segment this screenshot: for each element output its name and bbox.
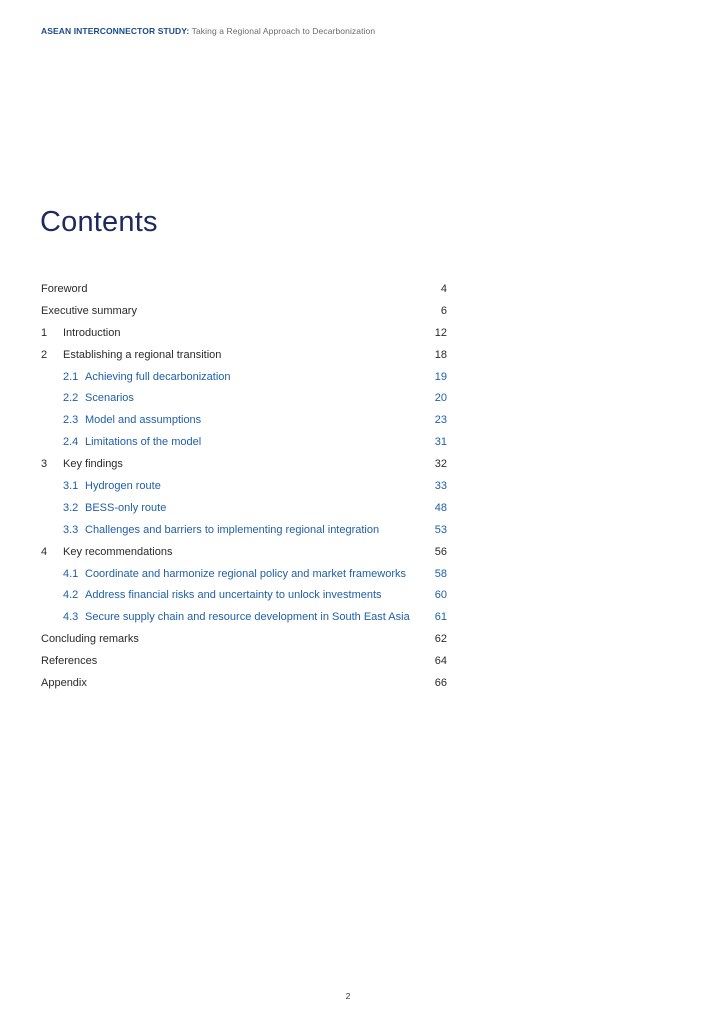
toc-entry-label: Coordinate and harmonize regional policy and market frameworks [85, 567, 406, 580]
toc-entry[interactable] [41, 543, 451, 565]
report-subtitle: Taking a Regional Approach to Decarbonization [189, 26, 376, 36]
toc-entry-label: Achieving full decarbonization [85, 370, 231, 383]
toc-entry-number: 2 [41, 348, 48, 361]
toc-entry[interactable] [41, 586, 451, 608]
toc-entry-number: 4.1 [63, 567, 79, 580]
running-header [41, 26, 375, 36]
toc-entry-page: 4 [440, 283, 447, 295]
toc-entry[interactable] [41, 389, 451, 411]
toc-entry[interactable] [41, 630, 451, 652]
toc-entry-page: 23 [434, 414, 447, 427]
toc-entry-label: Executive summary [41, 304, 137, 317]
toc-entry-label: Hydrogen route [85, 480, 161, 493]
toc-entry-number: 2.4 [63, 436, 79, 449]
toc-entry-page: 6 [440, 304, 447, 317]
toc-entry-number: 2.2 [63, 392, 79, 405]
toc-entry-page: 19 [434, 370, 447, 383]
toc-entry-label: Challenges and barriers to implementing regional integration [85, 523, 380, 536]
toc-entry-label: BESS-only route [85, 501, 167, 514]
page-number: 2 [345, 991, 351, 1001]
toc-entry[interactable] [41, 565, 451, 587]
toc-entry[interactable] [41, 455, 451, 477]
toc-entry[interactable] [41, 411, 451, 433]
table-of-contents [41, 280, 451, 696]
toc-entry-number: 2.1 [63, 370, 79, 383]
toc-entry-number: 1 [41, 326, 48, 339]
toc-entry-page: 18 [434, 348, 447, 361]
toc-entry-page: 20 [434, 392, 447, 405]
toc-entry[interactable] [41, 368, 451, 390]
toc-entry-label: Concluding remarks [41, 633, 139, 646]
toc-entry[interactable] [41, 302, 451, 324]
toc-entry[interactable] [41, 433, 451, 455]
toc-entry-label: Scenarios [85, 392, 134, 405]
toc-entry-page: 31 [434, 436, 447, 449]
toc-entry[interactable] [41, 346, 451, 368]
toc-entry-page: 53 [434, 523, 447, 536]
toc-entry-label: Foreword [41, 283, 88, 295]
toc-entry-number: 3.1 [63, 480, 79, 493]
toc-entry-label: Model and assumptions [85, 414, 202, 427]
toc-entry[interactable] [41, 674, 451, 696]
toc-entry-number: 4 [41, 545, 48, 558]
toc-entry-page: 32 [434, 458, 447, 471]
toc-entry-page: 33 [434, 480, 447, 493]
toc-entry[interactable] [41, 608, 451, 630]
toc-entry[interactable] [41, 477, 451, 499]
toc-entry-page: 64 [434, 655, 447, 668]
toc-entry-number: 3.2 [63, 501, 79, 514]
toc-entry[interactable] [41, 280, 451, 302]
toc-entry-page: 48 [434, 501, 447, 514]
toc-entry-page: 12 [434, 326, 447, 339]
toc-entry-number: 4.3 [63, 611, 79, 624]
toc-entry-label: References [41, 655, 98, 668]
toc-entry-page: 61 [434, 611, 447, 624]
toc-entry-label: Secure supply chain and resource development in South East Asia [85, 611, 410, 624]
toc-entry-number: 3 [41, 458, 48, 471]
toc-entry-page: 66 [434, 677, 447, 690]
toc-entry-label: Key recommendations [63, 545, 173, 558]
toc-entry-label: Introduction [63, 326, 121, 339]
toc-entry-label: Appendix [41, 677, 87, 690]
toc-entry-label: Establishing a regional transition [63, 348, 222, 361]
toc-entry-label: Address financial risks and uncertainty to unlock investments [85, 589, 382, 602]
page-title: Contents [40, 206, 158, 238]
toc-entry[interactable] [41, 652, 451, 674]
report-series-title: ASEAN INTERCONNECTOR STUDY: [41, 26, 190, 36]
toc-entry-page: 58 [434, 567, 447, 580]
toc-entry-label: Limitations of the model [85, 436, 202, 449]
toc-entry-label: Key findings [63, 458, 123, 471]
toc-entry[interactable] [41, 521, 451, 543]
toc-entry-page: 62 [434, 633, 447, 646]
toc-entry-number: 3.3 [63, 523, 79, 536]
toc-entry-number: 2.3 [63, 414, 79, 427]
toc-entry-page: 56 [434, 545, 447, 558]
toc-entry[interactable] [41, 499, 451, 521]
toc-entry[interactable] [41, 324, 451, 346]
toc-entry-page: 60 [434, 589, 447, 602]
toc-entry-number: 4.2 [63, 589, 79, 602]
